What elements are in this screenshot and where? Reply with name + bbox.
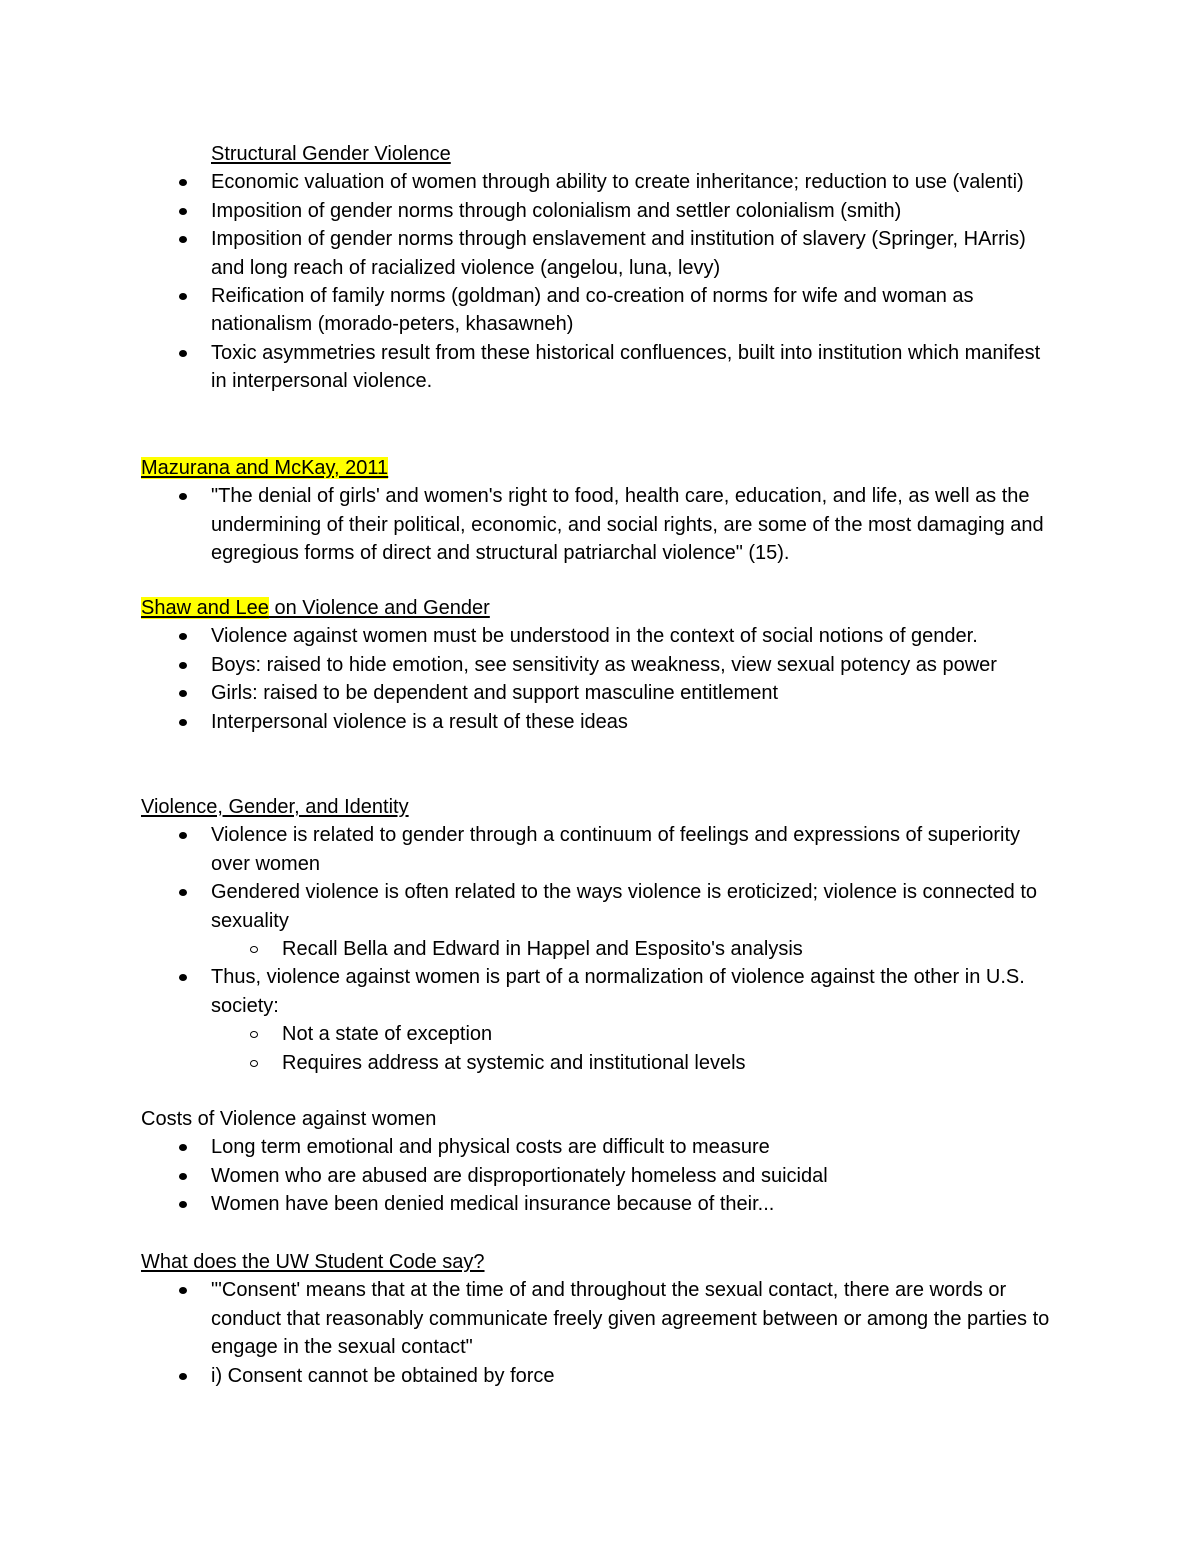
section-heading: Structural Gender Violence: [211, 143, 451, 165]
hollow-bullet-icon: [250, 946, 258, 953]
list-item: Violence against women must be understood in the context of social notions of gender.: [141, 622, 1061, 650]
bullet-list: [141, 1133, 1061, 1218]
bullet-icon: [179, 293, 187, 300]
section-heading: What does the UW Student Code say?: [141, 1251, 485, 1273]
section-shaw-and-lee: [141, 594, 1061, 736]
list-item: Imposition of gender norms through enslavement and institution of slavery (Springer, HArris) and long reach of racialized violence (angelou, luna, levy): [141, 225, 1061, 282]
list-item: Girls: raised to be dependent and support masculine entitlement: [141, 679, 1061, 707]
list-item: Boys: raised to hide emotion, see sensitivity as weakness, view sexual potency as power: [141, 651, 1061, 679]
section-violence-gender-identity: [141, 793, 1061, 1077]
highlighted-citation: Shaw and Lee: [141, 597, 269, 619]
hollow-bullet-icon: [250, 1031, 258, 1038]
bullet-icon: [179, 1373, 187, 1380]
bullet-icon: [179, 1173, 187, 1180]
sub-list-item: Requires address at systemic and institutional levels: [141, 1049, 1061, 1077]
bullet-icon: [179, 350, 187, 357]
bullet-icon: [179, 1144, 187, 1151]
bullet-icon: [179, 633, 187, 640]
list-item: Women have been denied medical insurance because of their...: [141, 1190, 1061, 1218]
section-heading: Violence, Gender, and Identity: [141, 796, 409, 818]
bullet-icon: [179, 690, 187, 697]
list-item: Reification of family norms (goldman) and co-creation of norms for wife and woman as nationalism (morado-peters, khasawneh): [141, 282, 1061, 339]
list-item: Imposition of gender norms through colonialism and settler colonialism (smith): [141, 197, 1061, 225]
bullet-list: [141, 622, 1061, 736]
bullet-icon: [179, 236, 187, 243]
bullet-list: [141, 168, 1061, 395]
list-item: Toxic asymmetries result from these historical confluences, built into institution which manifest in interpersonal violence.: [141, 339, 1061, 396]
list-item: Thus, violence against women is part of a normalization of violence against the other in U.S. society:: [141, 963, 1061, 1020]
section-heading: [141, 454, 1061, 482]
list-item: Women who are abused are disproportionately homeless and suicidal: [141, 1162, 1061, 1190]
list-item: Long term emotional and physical costs are difficult to measure: [141, 1133, 1061, 1161]
section-uw-student-code: [141, 1248, 1061, 1390]
list-item: "The denial of girls' and women's right to food, health care, education, and life, as well as the undermining of their political, economic, and social rights, are some of the most damaging and egregious forms of direct and structural patriarchal violence" (15).: [141, 482, 1061, 567]
list-item: i) Consent cannot be obtained by force: [141, 1362, 1061, 1390]
bullet-list: [141, 1276, 1061, 1390]
bullet-icon: [179, 889, 187, 896]
highlighted-citation: Mazurana and McKay, 2011: [141, 457, 389, 479]
section-heading: Costs of Violence against women: [141, 1108, 437, 1130]
section-structural-gender-violence: [141, 140, 1061, 396]
bullet-icon: [179, 493, 187, 500]
section-costs-of-violence: [141, 1105, 1061, 1219]
bullet-icon: [179, 662, 187, 669]
sub-list-item: Not a state of exception: [141, 1020, 1061, 1048]
list-item: Violence is related to gender through a continuum of feelings and expressions of superiority over women: [141, 821, 1061, 878]
section-mazurana-mckay: [141, 454, 1061, 568]
list-item: Interpersonal violence is a result of these ideas: [141, 708, 1061, 736]
bullet-icon: [179, 974, 187, 981]
hollow-bullet-icon: [250, 1060, 258, 1067]
bullet-list: [141, 821, 1061, 1077]
sub-list-item: Recall Bella and Edward in Happel and Esposito's analysis: [141, 935, 1061, 963]
bullet-icon: [179, 179, 187, 186]
bullet-icon: [179, 208, 187, 215]
list-item: "'Consent' means that at the time of and throughout the sexual contact, there are words or conduct that reasonably communicate freely given agreement between or among the parties to engage in the sexual contact": [141, 1276, 1061, 1361]
bullet-list: [141, 482, 1061, 567]
bullet-icon: [179, 719, 187, 726]
bullet-icon: [179, 832, 187, 839]
section-heading: Shaw and Lee on Violence and Gender: [141, 597, 490, 619]
list-item: Gendered violence is often related to the ways violence is eroticized; violence is connected to sexuality: [141, 878, 1061, 935]
bullet-icon: [179, 1287, 187, 1294]
list-item: Economic valuation of women through ability to create inheritance; reduction to use (valenti): [141, 168, 1061, 196]
bullet-icon: [179, 1201, 187, 1208]
